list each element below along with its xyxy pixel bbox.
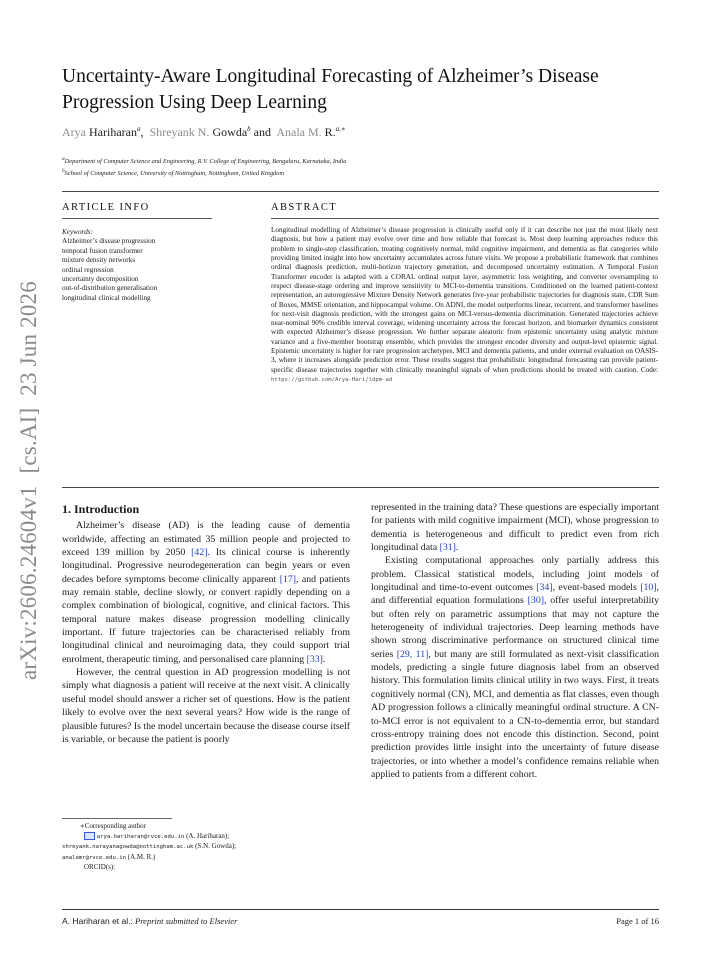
keyword: uncertainty decomposition xyxy=(62,275,139,284)
affiliation-mark: b xyxy=(62,168,65,174)
page-footer xyxy=(62,916,659,926)
keywords-block xyxy=(62,228,212,303)
author-separator: , xyxy=(140,125,144,139)
affiliation xyxy=(62,168,284,177)
citation-link[interactable]: [29, 11] xyxy=(396,648,429,660)
author-mark: a,∗ xyxy=(335,125,346,133)
citation-link[interactable]: [17] xyxy=(279,573,297,585)
affiliation-mark: a xyxy=(62,156,65,162)
footnote xyxy=(62,822,362,873)
abstract-rule xyxy=(271,218,659,219)
email-line xyxy=(62,832,362,843)
affiliation xyxy=(62,156,346,165)
orcid-line: ORCID(s): xyxy=(84,863,116,872)
keyword: mixture density networks xyxy=(62,256,136,265)
paragraph: Existing computational approaches only partially address this problem. Classical statistical models, including joint models of longitudinal and time-to-event outcomes [34], event-based models [10], and differential equation formulations [30], offer useful interpretability but often rely on parametric assumptions that may not capture the heterogeneity of individual trajectories. Deep learning methods have shown strong discriminative performance on structured clinical time series [29, 11], but many are still formulated as next-visit classification models, predicting a single future diagnosis label from an observed history. This formulation limits clinical utility in two ways. First, it treats cognitively normal (CN), MCI, and dementia as flat classes, even though AD progression follows a clinically meaningful ordinal structure. A CN-to-MCI error is not equivalent to a CN-to-dementia error, but standard cross-entropy training does not encode this distinction. Second, point prediction provides little insight into the uncertainty of future disease trajectories, or into whether a model’s confidence remains reliable when applied to patients from a different cohort. xyxy=(371,555,659,780)
section-heading: 1. Introduction xyxy=(62,502,140,516)
affiliation-text: School of Computer Science, University of Nottingham, Nottingham, United Kingdom xyxy=(64,170,285,178)
paragraph: represented in the training data? These questions are especially important for patients with mild cognitive impairment (MCI), whose progression to dementia is heterogeneous and difficult to predict even from rich longitudinal data [31]. xyxy=(371,502,659,554)
front-matter-rule xyxy=(62,487,659,488)
abstract-heading: ABSTRACT xyxy=(271,202,338,213)
email-owner: (A. Hariharan); xyxy=(186,831,230,840)
author-mark: a xyxy=(136,125,141,133)
arxiv-stamp: arXiv:2606.24604v1 [cs.AI] 23 Jun 2026 xyxy=(16,281,41,680)
email-icon xyxy=(84,832,95,840)
abstract-text: Longitudinal modelling of Alzheimer’s disease progression is clinically useful only if it can describe not just the most likely next diagnosis, but how a patient may evolve over time and how reliable that forecast is. Most deep learning approaches reduce this problem to single-step classification, treating cognitively normal, mild cognitive impairment, and dementia as flat categories while providing limited insight into how uncertainty accumulates across future visits. We propose a probabilistic framework that combines ordinal diagnosis prediction, multi-horizon trajectory generation, and decomposed uncertainty estimation. A Temporal Fusion Transformer encoder is adapted with a CORAL ordinal output layer, asymmetric loss weighting, and converter oversampling to respect disease-stage ordering and improve sensitivity to MCI-to-dementia transitions. Conditioned on the learned patient-context representation, an autoregressive Mixture Density Network generates five-year probabilistic trajectories for diagnosis state, CDR Sum of Boxes, MMSE orientation, and hippocampal volume. On ADNI, the model outperforms linear, recurrent, and transformer baselines for next-visit diagnosis prediction, with the strongest gains on MCI-versus-dementia discrimination. Generated trajectories achieve near-nominal 90% credible interval coverage, widening uncertainty across the forecast horizon, and biomarker dynamics consistent with expected Alzheimer’s disease progression. We further separate aleatoric from epistemic uncertainty using analytic mixture variance and a five-member bootstrap ensemble, which provides the strongest encoder diversity and output-level epistemic signal. Epistemic uncertainty is higher for rare progression archetypes, MCI and dementia patients, and under external evaluation on OASIS-3, where it increases alongside prediction error. These results suggest that probabilistic longitudinal forecasting can provide patient-specific disease trajectories together with clinically meaningful signals of when predictions should be treated with caution. Code: xyxy=(271,226,658,374)
author-given: Arya xyxy=(62,125,86,139)
author-family: Gowda xyxy=(212,125,248,139)
header-rule xyxy=(62,191,659,192)
email-link[interactable]: shreyank.narayanagowda@nottingham.ac.uk xyxy=(62,844,194,851)
paper-title xyxy=(62,64,662,116)
affiliation-text: Department of Computer Science and Engineering, R.V. College of Engineering, Bengaluru, Karnataka, India xyxy=(64,158,347,166)
footer-rule xyxy=(62,909,659,910)
author-given: Shreyank N. xyxy=(149,125,210,139)
right-column xyxy=(371,501,659,781)
keyword: ordinal regression xyxy=(62,265,114,274)
author-mark: b xyxy=(247,125,251,133)
author-separator: and xyxy=(253,125,271,139)
author-family: Hariharan xyxy=(89,125,137,139)
title-line-2: Progression Using Deep Learning xyxy=(62,92,327,113)
citation-link[interactable]: [31] xyxy=(439,542,456,554)
email-owner: (S.N. Gowda); xyxy=(195,842,237,851)
footer-venue: Preprint submitted to Elsevier xyxy=(135,916,238,926)
author-list xyxy=(62,125,346,140)
paragraph: Alzheimer’s disease (AD) is the leading cause of dementia worldwide, affecting an estimated 35 million people and projected to exceed 139 million by 2050 [42]. Its clinical course is inherently longitudinal. Progressive neurodegeneration can begin years or even decades before symptoms become clinically apparent [17], and patients may remain stable, decline slowly, or convert rapidly depending on a complex combination of biological, cognitive, and clinical factors. This temporal nature makes disease progression modelling clinically important. If future trajectories can be characterised reliably from longitudinal clinical and neuroimaging data, they could support trial enrolment, therapeutic timing, and personalised care planning [33]. xyxy=(62,520,350,665)
page-number: Page 1 of 16 xyxy=(616,916,659,926)
paragraph: However, the central question in AD progression modelling is not simply what diagnosis a patient will receive at the next visit. A clinically useful model should answer a richer set of questions. How is the patient likely to evolve over the next several years? How wide is the range of plausible futures? Is the model uncertain because the disease course itself is variable, or because the patient is poorly xyxy=(62,667,350,745)
corresponding-author: ∗Corresponding author xyxy=(80,822,146,830)
footnote-rule xyxy=(62,818,172,819)
citation-link[interactable]: [30] xyxy=(527,595,544,607)
email-link[interactable]: arya.hariharan@rvce.edu.in xyxy=(96,833,185,840)
email-line xyxy=(62,853,362,864)
abstract-body xyxy=(271,226,658,385)
article-info-rule xyxy=(62,218,212,219)
code-link[interactable]: https://github.com/Arya-Hari/ldpm-ad xyxy=(271,377,393,383)
footer-authors: A. Hariharan et al.: xyxy=(62,916,133,926)
article-info-heading: ARTICLE INFO xyxy=(62,202,150,213)
left-column xyxy=(62,503,350,746)
keyword: temporal fusion transformer xyxy=(62,246,143,255)
keyword: out-of-distribution generalisation xyxy=(62,284,158,293)
email-line xyxy=(62,842,362,853)
title-line-1: Uncertainty-Aware Longitudinal Forecasting of Alzheimer’s Disease xyxy=(62,66,599,87)
citation-link[interactable]: [42] xyxy=(191,547,208,559)
email-owner: (A.M. R.) xyxy=(127,852,156,861)
keyword: Alzheimer’s disease progression xyxy=(62,237,156,246)
citation-link[interactable]: [33] xyxy=(306,653,323,665)
author-family: R. xyxy=(324,125,336,139)
author-given: Anala M. xyxy=(276,125,322,139)
citation-link[interactable]: [10] xyxy=(640,582,657,594)
email-link[interactable]: analamr@rvce.edu.in xyxy=(62,854,126,861)
keywords-label: Keywords: xyxy=(62,228,93,236)
keyword: longitudinal clinical modelling xyxy=(62,293,151,302)
citation-link[interactable]: [34] xyxy=(536,582,553,594)
